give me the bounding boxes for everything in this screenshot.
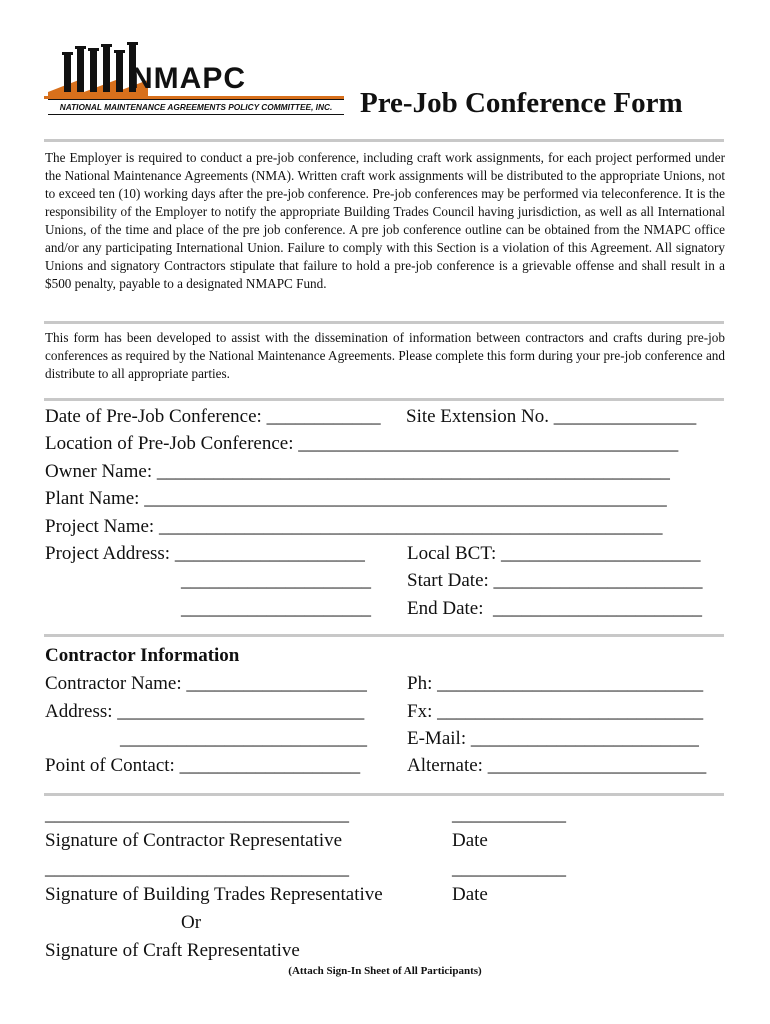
- intro-paragraph: The Employer is required to conduct a pre-job conference, including craft work assignments, for each project performed under the National Maintenance Agreements (NMA). Written craft work assignments will be distributed to the appropriate Unions, not to exceed ten (10) working days after the pre-job conference. Pre-job conferences may be performed via teleconference. It is the responsibility of the Employer to notify the appropriate Building Trades Council having jurisdiction, as well as all International Unions, of the time and place of the pre job conference. A pre job conference outline can be obtained from the NMAPC office and/or any participating International Union. Failure to comply with this Section is a violation of this Agreement. All signatory Unions and signatory Contractors stipulate that failure to hold a pre-job conference is a grievable offense and shall result in a $500 penalty, payable to a designated NMAPC Fund.: [45, 150, 725, 291]
- date-of-conference-field[interactable]: Date of Pre-Job Conference: ____________: [45, 406, 381, 427]
- email-field[interactable]: E-Mail: ________________________: [407, 728, 699, 749]
- divider: [44, 634, 724, 637]
- contractor-signature-line[interactable]: ________________________________: [45, 804, 349, 825]
- contractor-address-line-2[interactable]: __________________________: [120, 728, 367, 749]
- project-name-field[interactable]: Project Name: _____________________________________________________: [45, 516, 663, 537]
- trades-signature-line[interactable]: ________________________________: [45, 858, 349, 879]
- divider: [44, 139, 724, 142]
- divider: [44, 321, 724, 324]
- phone-field[interactable]: Ph: ____________________________: [407, 673, 704, 694]
- contractor-address-field[interactable]: Address: __________________________: [45, 701, 365, 722]
- local-bct-field[interactable]: Local BCT: _____________________: [407, 543, 701, 564]
- project-address-line-3[interactable]: ____________________: [181, 598, 371, 619]
- end-date-field[interactable]: End Date: ______________________: [407, 598, 703, 619]
- fax-field[interactable]: Fx: ____________________________: [407, 701, 704, 722]
- contractor-section-heading: Contractor Information: [45, 645, 240, 666]
- point-of-contact-field[interactable]: Point of Contact: ___________________: [45, 755, 361, 776]
- contractor-signature-label: Signature of Contractor Representative: [45, 830, 343, 851]
- contractor-date-line[interactable]: ____________: [452, 804, 566, 825]
- owner-name-field[interactable]: Owner Name: ______________________________________________________: [45, 461, 670, 482]
- start-date-field[interactable]: Start Date: ______________________: [407, 570, 703, 591]
- location-field[interactable]: Location of Pre-Job Conference: ________________________________________: [45, 433, 679, 454]
- footer-note: (Attach Sign-In Sheet of All Participants): [288, 965, 482, 977]
- project-address-line-2[interactable]: ____________________: [181, 570, 371, 591]
- logo-wordmark: NMAPC: [131, 62, 246, 95]
- contractor-name-field[interactable]: Contractor Name: ___________________: [45, 673, 367, 694]
- trades-signature-label: Signature of Building Trades Representative: [45, 884, 383, 905]
- or-label: Or: [181, 912, 202, 933]
- form-purpose-paragraph: This form has been developed to assist with the dissemination of information between contractors and crafts during pre-job conferences as required by the National Maintenance Agreements. Please complete this form during your pre-job conference and distribute to all appropriate parties.: [45, 330, 725, 381]
- trades-date-label: Date: [452, 884, 488, 905]
- page-title: Pre-Job Conference Form: [360, 87, 683, 119]
- craft-signature-label: Signature of Craft Representative: [45, 940, 300, 961]
- project-address-field[interactable]: Project Address: ____________________: [45, 543, 365, 564]
- divider: [44, 398, 724, 401]
- plant-name-field[interactable]: Plant Name: _______________________________________________________: [45, 488, 667, 509]
- site-extension-field[interactable]: Site Extension No. _______________: [406, 406, 697, 427]
- contractor-date-label: Date: [452, 830, 488, 851]
- divider: [44, 793, 724, 796]
- trades-date-line[interactable]: ____________: [452, 858, 566, 879]
- logo-subtitle: NATIONAL MAINTENANCE AGREEMENTS POLICY COMMITTEE, INC.: [48, 99, 344, 115]
- alternate-field[interactable]: Alternate: _______________________: [407, 755, 707, 776]
